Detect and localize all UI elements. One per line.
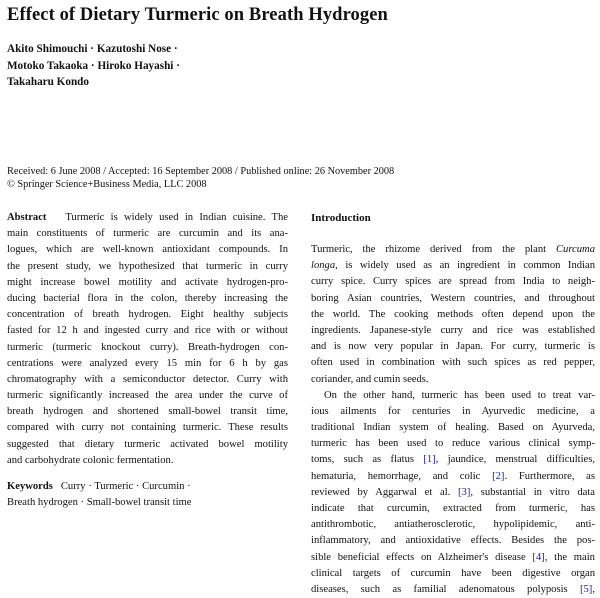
introduction-paragraph-1 (311, 242, 595, 388)
paragraph-line: sible beneficial effects on Alzheimer's disease [4], the main (311, 551, 595, 563)
abstract-line: ducing bacterial flora in the colon, thereby increasing the (7, 292, 288, 304)
abstract-line: and carbohydrate colonic fermentation. (7, 454, 174, 466)
paragraph-line: longa, is widely used as an ingredient in common Indian (311, 260, 595, 272)
author-list (7, 41, 307, 91)
abstract-line: turmeric (turmeric knockout curry). Breath-hydrogen con- (7, 341, 288, 353)
paragraph-line: On the other hand, turmeric has been used to treat var- (324, 389, 595, 401)
abstract-line: logues, which are well-known antioxidant compounds. In (7, 244, 288, 256)
paragraph-line: hematuria, hemorrhage, and colic [2]. Furthermore, as (311, 470, 596, 482)
abstract-line: Abstract Turmeric is widely used in Indian cuisine. The (7, 212, 288, 223)
abstract-line: suggested that dietary turmeric activated bowel motility (7, 438, 288, 450)
abstract (7, 210, 288, 469)
article-title: Effect of Dietary Turmeric on Breath Hydrogen (7, 5, 388, 25)
paragraph-line: ious ailments for centuries in Ayurvedic medicine, a (311, 405, 595, 417)
left-column (7, 210, 288, 511)
abstract-line: chromatography with a semiconductor detector. Curry with (7, 373, 288, 385)
keywords-line: Breath hydrogen · Small-bowel transit time (7, 497, 192, 509)
citation-link-5[interactable]: [5] (579, 583, 593, 595)
author-line: Akito Shimouchi · Kazutoshi Nose · (7, 43, 178, 55)
citation-link-3[interactable]: [3] (458, 486, 471, 498)
publication-dates (7, 165, 597, 191)
abstract-line: fasted for 12 h and ingested curry and rice with or without (7, 325, 288, 337)
abstract-line: breath hydrogen and shortened small-bowel transit time, (7, 406, 288, 418)
keywords-label: Keywords (7, 481, 53, 492)
citation-link-1[interactable]: [1] (423, 454, 436, 466)
paragraph-line: antithrombotic, antiatherosclerotic, hypolipidemic, anti- (311, 519, 595, 531)
paragraph-line: inflammatory, and antioxidative effects. Besides the pos- (311, 535, 595, 547)
paragraph-line: diseases, such as familial adenomatous polyposis [5], (311, 583, 595, 595)
abstract-line: centrations were analyzed every 15 min for 6 h by gas (7, 357, 288, 369)
section-heading-introduction: Introduction (311, 212, 371, 224)
abstract-line: the present study, we hypothesized that turmeric in curry (7, 260, 288, 272)
introduction-paragraph-2 (311, 388, 595, 598)
abstract-line: main constituents of turmeric are curcumin and its ana- (7, 228, 288, 240)
citation-link-4[interactable]: [4] (532, 551, 545, 563)
paragraph-line: and is now very popular in Japan. For curry, turmeric is (311, 341, 595, 353)
citation-link-2[interactable]: [2] (492, 470, 505, 482)
keywords (7, 479, 288, 511)
keywords-line: Keywords Curry · Turmeric · Curcumin · (7, 481, 191, 492)
paragraph-line: indicate that curcumin, extracted from turmeric, has (311, 503, 595, 514)
paragraph-line: Turmeric, the rhizome derived from the plant Curcuma (311, 244, 595, 255)
author-line: Motoko Takaoka · Hiroko Hayashi · (7, 59, 180, 72)
paragraph-line: toms, such as flatus [1], jaundice, menstrual difficulties, (311, 454, 596, 466)
paragraph-line: ingredients. Japanese-style curry and rice was established (311, 324, 595, 336)
abstract-line: concentration of breath hydrogen. Eight healthy subjects (7, 309, 288, 321)
author-line: Takaharu Kondo (7, 76, 89, 88)
abstract-label: Abstract (7, 212, 47, 223)
abstract-line: compared with curry not containing turmeric. These results (7, 422, 288, 434)
copyright-notice: © Springer Science+Business Media, LLC 2008 (7, 179, 207, 190)
paragraph-line: often used in combination with such spices as red pepper, (311, 357, 595, 369)
paragraph-line: clinical targets of curcumin have been digestive organ (311, 567, 595, 579)
paragraph-line: boring Asian countries, Western countries, and throughout (311, 292, 595, 304)
paragraph-line: the world. The cooking methods often depend upon the (311, 308, 595, 320)
right-column (311, 210, 595, 598)
history-dates: Received: 6 June 2008 / Accepted: 16 September 2008 / Published online: 26 November 2008 (7, 166, 395, 177)
paragraph-line: reviewed by Aggarwal et al. [3], substantial in vitro data (311, 486, 596, 498)
abstract-line: might increase bowel motility and activate hydrogen-pro- (7, 276, 288, 288)
abstract-line: turmeric significantly increased the area under the curve of (7, 390, 288, 402)
paragraph-line: coriander, and cumin seeds. (311, 373, 429, 385)
paragraph-line: turmeric has been used to reduce various clinical symp- (311, 438, 595, 450)
paragraph-line: curry spice. Curry spices are spread from India to neigh- (311, 276, 595, 288)
paragraph-line: traditional Indian system of healing. Based on Ayurveda, (311, 422, 595, 434)
